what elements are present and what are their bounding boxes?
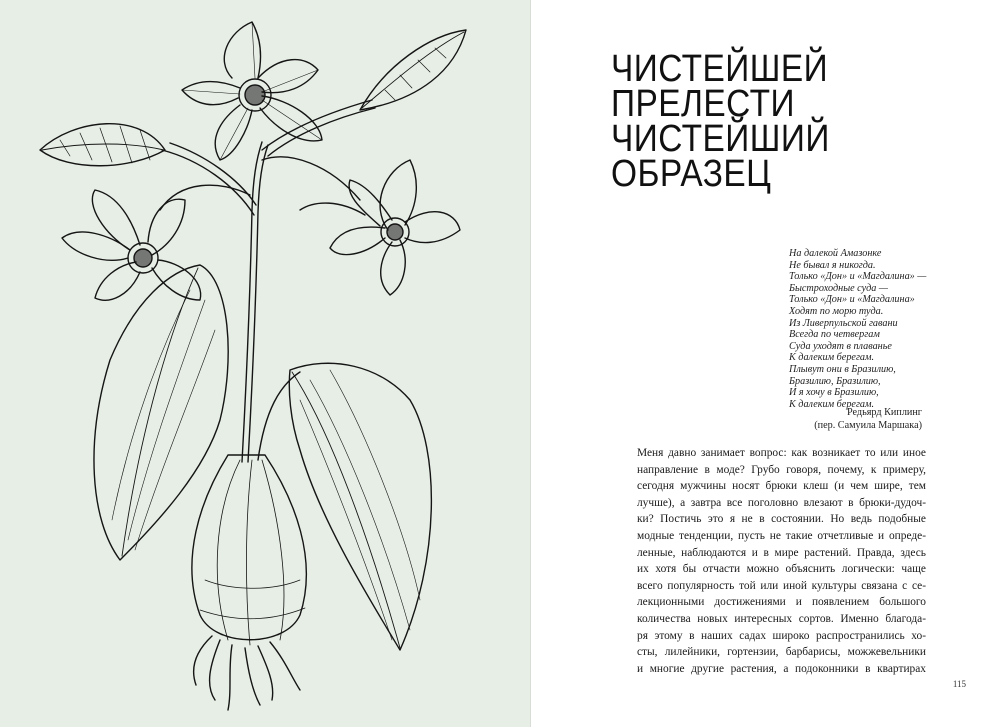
epigraph-attribution [814,406,922,432]
poem-line: Всегда по четвергам [789,329,880,341]
body-line: направление в моде? Грубо говоря, почему, к примеру, [637,463,926,476]
body-line: лекционными достижениями и появлением большого [637,596,926,609]
attribution-translator: (пер. Самуила Маршака) [814,420,922,431]
poem-line: Бразилию, Бразилию, [789,375,881,387]
poem-line: Только «Дон» и «Магдалина» — [789,271,927,283]
poem-line: Плывут они в Бразилию, [789,363,896,375]
poem-line: Суда уходят в плаванье [789,340,892,352]
body-line: количества новых интересных сортов. Именно благода- [637,612,926,625]
body-line: сты, лилейники, гортензии, барбарисы, можжевельники [637,646,926,659]
body-line: и многие другие растения, а подоконники в квартирах [637,662,926,675]
epigraph-poem [789,248,926,410]
poem-line: Только «Дон» и «Магдалина» [789,294,915,306]
body-line: сегодня мужчины носят брюки клеш (и чем шире, тем [637,480,926,493]
title-line: ОБРАЗЕЦ [611,153,772,195]
poem-line: К далеким берегам. [789,352,875,364]
body-line: всего популярность той или иной культуры связана с се- [637,579,926,592]
poem-line: Не бывал я никогда. [789,259,876,271]
body-line: ленные, наблюдаются и в мире растений. Правда, здесь [637,546,926,559]
title-line: ПРЕЛЕСТИ [611,83,795,125]
chapter-title [611,48,830,195]
body-line: Меня давно занимает вопрос: как возникает то или иное [637,447,926,459]
poem-line: Быстроходные суда — [789,282,888,294]
body-line: ки? Постичь это я не в состоянии. Но ведь подобные [637,513,926,526]
title-line: ЧИСТЕЙШИЙ [611,118,830,160]
poem-line: Из Ливерпульской гавани [789,317,898,329]
page-number: 115 [952,679,966,689]
body-line: ря этому в наших садах широко распространились хо- [637,629,926,642]
body-line: их хотя бы отчасти можно объяснить логически: чаще [637,563,926,576]
body-line: лучше), а завтра все поголовно влезают в брюки-дудоч- [637,496,926,509]
body-line: модные тенденции, пусть не такие отчетливые и опреде- [637,529,926,542]
poem-line: К далеким берегам. [789,398,875,410]
poem-line: На далекой Амазонке [789,248,882,259]
poem-line: И я хочу в Бразилию, [789,387,879,399]
poem-line: Ходят по морю туда. [789,305,884,317]
body-paragraph [637,445,926,677]
attribution-author: Редьярд Киплинг [847,407,922,418]
title-line: ЧИСТЕЙШЕЙ [611,48,829,90]
right-page [531,0,1000,727]
